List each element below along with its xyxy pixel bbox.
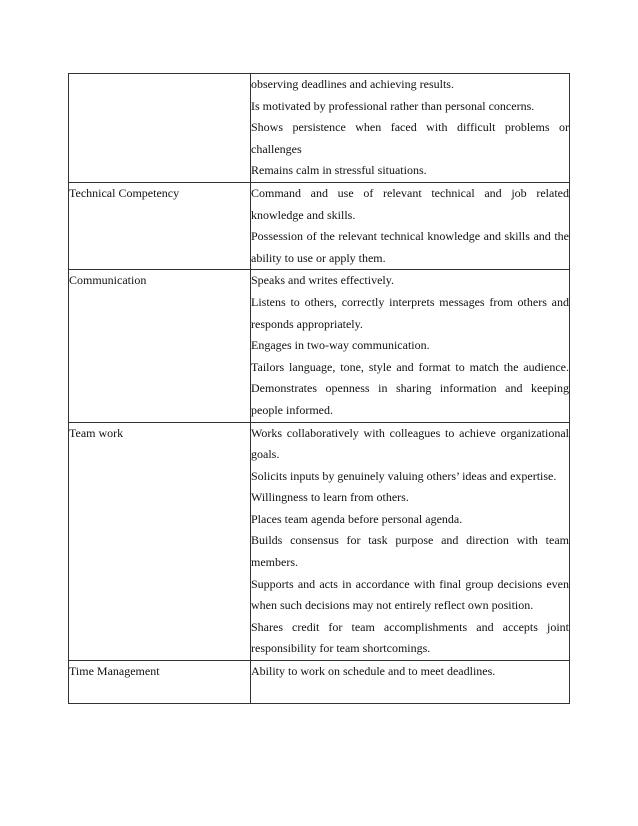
description-paragraph: Works collaboratively with colleagues to achieve organizational goals.: [251, 425, 569, 462]
table-row: [69, 182, 570, 269]
description-paragraph: Engages in two-way communication.: [251, 338, 430, 353]
description-paragraph: Willingness to learn from others.: [251, 490, 409, 505]
competency-label: Time Management: [69, 661, 251, 704]
competency-table: [68, 73, 570, 704]
description-paragraph: Builds consensus for task purpose and direction with team members.: [251, 533, 569, 570]
description-paragraph: Places team agenda before personal agenda.: [251, 511, 463, 526]
description-paragraph: Shows persistence when faced with difficult problems or challenges: [251, 120, 569, 156]
description-paragraph: Speaks and writes effectively.: [251, 273, 394, 288]
table-row: [69, 422, 570, 661]
table-row: [69, 74, 570, 183]
description-paragraph: Supports and acts in accordance with final group decisions even when such decisions may not entirely reflect own position.: [251, 576, 569, 613]
competency-label: Communication: [69, 270, 251, 422]
table-row: [69, 661, 570, 704]
description-paragraph: Command and use of relevant technical and job related knowledge and skills.: [251, 185, 569, 222]
competency-description: [251, 182, 570, 269]
description-paragraph: Listens to others, correctly interprets messages from others and responds appropriately.: [251, 294, 569, 331]
competency-label: Technical Competency: [69, 182, 251, 269]
description-paragraph: Is motivated by professional rather than personal concerns.: [251, 98, 535, 113]
description-paragraph: Possession of the relevant technical knowledge and skills and the ability to use or apply them.: [251, 229, 569, 265]
competency-label: [69, 74, 251, 183]
competency-label: Team work: [69, 422, 251, 661]
description-paragraph: Remains calm in stressful situations.: [251, 163, 427, 178]
description-paragraph: Solicits inputs by genuinely valuing others’ ideas and expertise.: [251, 468, 557, 483]
description-paragraph: Ability to work on schedule and to meet deadlines.: [251, 664, 496, 679]
competency-description: [251, 270, 570, 422]
competency-description: [251, 422, 570, 661]
competency-description: [251, 74, 570, 183]
description-paragraph: Tailors language, tone, style and format to match the audience. Demonstrates openness in sharing information and keeping people informed.: [251, 359, 569, 417]
description-paragraph: Shares credit for team accomplishments and accepts joint responsibility for team shortcomings.: [251, 619, 569, 656]
description-paragraph: observing deadlines and achieving results.: [251, 77, 454, 91]
table-row: [69, 270, 570, 422]
competency-description: [251, 661, 570, 704]
